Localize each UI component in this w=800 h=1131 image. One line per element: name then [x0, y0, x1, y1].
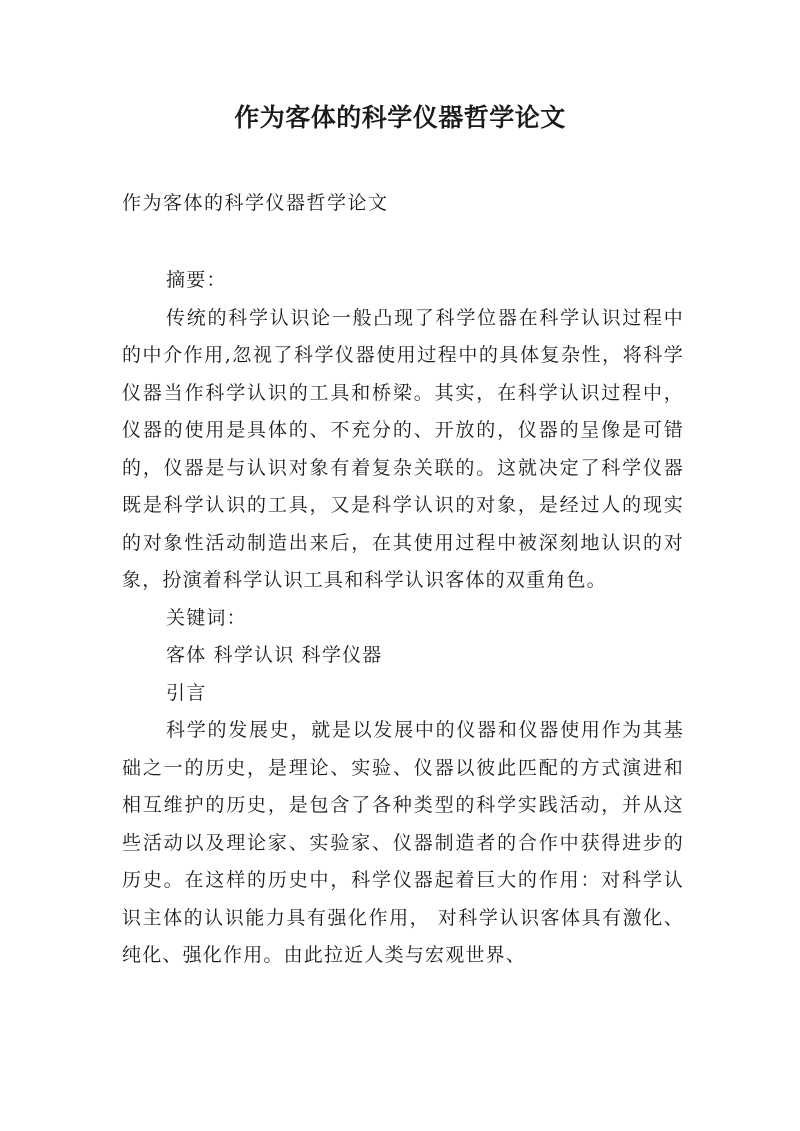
intro-paragraph: 科学的发展史，就是以发展中的仪器和仪器使用作为其基础之一的历史，是理论、实验、仪器以彼此匹配的方式演进和相互维护的历史，是包含了各种类型的科学实践活动，并从这些活动以及理论家、实验家、仪器制造者的合作中获得进步的历史。在这样的历史中，科学仪器起着巨大的作用：对科学认识主体的认识能力具有强化作用， 对科学认识客体具有激化、纯化、强化作用。由此拉近人类与宏观世界、: [122, 719, 684, 966]
keywords-label: 关键词：: [166, 606, 247, 629]
document-body: [122, 262, 684, 975]
document-title: 作为客体的科学仪器哲学论文: [234, 103, 566, 132]
intro-heading: 引言: [166, 681, 207, 704]
document-subtitle: 作为客体的科学仪器哲学论文: [122, 192, 389, 214]
abstract-label: 摘要：: [166, 269, 227, 291]
keywords-list: 客体 科学认识 科学仪器: [166, 644, 383, 666]
abstract-paragraph: 传统的科学认识论一般凸现了科学位器在科学认识过程中的中介作用,忽视了科学仪器使用过程中的具体复杂性，将科学仪器当作科学认识的工具和桥梁。其实，在科学认识过程中，仪器的使用是具体的、不充分的、开放的，仪器的呈像是可错的，仪器是与认识对象有着复杂关联的。这就决定了科学仪器既是科学认识的工具，又是科学认识的对象，是经过人的现实的对象性活动制造出来后，在其使用过程中被深刻地认识的对象，扮演着科学认识工具和科学认识客体的双重角色。: [122, 306, 684, 591]
